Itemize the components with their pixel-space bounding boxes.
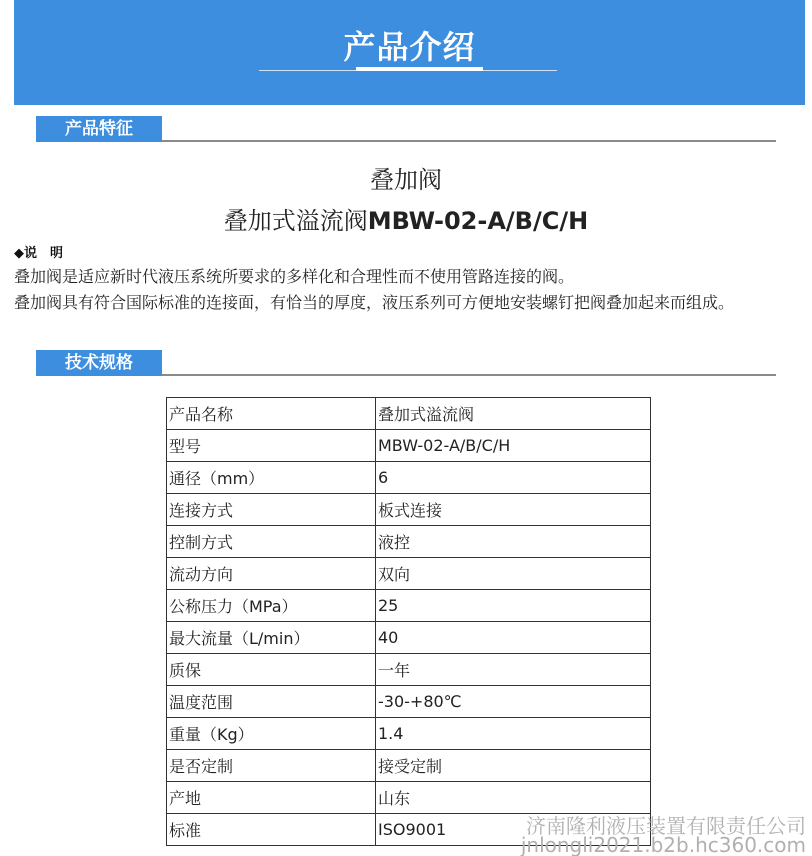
product-title: 叠加阀 xyxy=(370,166,442,194)
spec-value-cell: -30-+80℃ xyxy=(376,686,651,718)
table-row xyxy=(167,686,651,718)
description-paragraph: 叠加阀具有符合国际标准的连接面，有恰当的厚度，液压系列可方便地安装螺钉把阀叠加起来而组成。 xyxy=(14,293,735,312)
table-row xyxy=(167,782,651,814)
spec-value-cell: 40 xyxy=(376,622,651,654)
product-subtitle xyxy=(0,201,812,236)
spec-label-cell: 重量（Kg） xyxy=(167,718,376,750)
spec-value-cell: 6 xyxy=(376,462,651,494)
product-model: MBW-02-A/B/C/H xyxy=(367,207,589,235)
table-row xyxy=(167,750,651,782)
spec-label-cell: 流动方向 xyxy=(167,558,376,590)
spec-label-cell: 是否定制 xyxy=(167,750,376,782)
table-row xyxy=(167,494,651,526)
spec-value-cell: 山东 xyxy=(376,782,651,814)
table-row xyxy=(167,526,651,558)
spec-value-cell: 1.4 xyxy=(376,718,651,750)
table-row xyxy=(167,622,651,654)
spec-label-cell: 控制方式 xyxy=(167,526,376,558)
page-title: 产品介绍 xyxy=(343,28,476,66)
spec-label-cell: 产品名称 xyxy=(167,398,376,430)
table-row xyxy=(167,590,651,622)
spec-value-cell: 板式连接 xyxy=(376,494,651,526)
table-row xyxy=(167,398,651,430)
spec-label-cell: 温度范围 xyxy=(167,686,376,718)
spec-label-cell: 产地 xyxy=(167,782,376,814)
spec-value-cell: 叠加式溢流阀 xyxy=(376,398,651,430)
product-subtitle-name: 叠加式溢流阀 xyxy=(223,207,368,235)
table-row xyxy=(167,654,651,686)
description-paragraph: 叠加阀是适应新时代液压系统所要求的多样化和合理性而不使用管路连接的阀。 xyxy=(14,267,575,286)
section-label-specs: 技术规格 xyxy=(36,350,162,376)
section-rule xyxy=(162,374,776,376)
table-row xyxy=(167,558,651,590)
spec-value-cell: 双向 xyxy=(376,558,651,590)
spec-value-cell: MBW-02-A/B/C/H xyxy=(376,430,651,462)
spec-label-cell: 公称压力（MPa） xyxy=(167,590,376,622)
table-row xyxy=(167,430,651,462)
description-title: ◆说 明 xyxy=(14,246,63,261)
title-accent-bar xyxy=(356,67,483,71)
spec-label-cell: 连接方式 xyxy=(167,494,376,526)
spec-table xyxy=(166,397,651,846)
spec-value-cell: ISO9001 xyxy=(376,814,651,846)
spec-value-cell: 接受定制 xyxy=(376,750,651,782)
spec-label-cell: 标准 xyxy=(167,814,376,846)
table-row xyxy=(167,718,651,750)
section-label-features: 产品特征 xyxy=(36,116,162,142)
table-row xyxy=(167,462,651,494)
watermark-domain: jnlongli2021.b2b.hc360.com xyxy=(520,833,806,856)
section-rule xyxy=(162,140,776,142)
spec-value-cell: 一年 xyxy=(376,654,651,686)
spec-label-cell: 最大流量（L/min） xyxy=(167,622,376,654)
header-banner xyxy=(14,0,805,105)
watermark-company: 济南隆利液压装置有限责任公司 xyxy=(526,814,806,838)
spec-label-cell: 质保 xyxy=(167,654,376,686)
spec-label-cell: 通径（mm） xyxy=(167,462,376,494)
spec-label-cell: 型号 xyxy=(167,430,376,462)
spec-value-cell: 25 xyxy=(376,590,651,622)
spec-value-cell: 液控 xyxy=(376,526,651,558)
